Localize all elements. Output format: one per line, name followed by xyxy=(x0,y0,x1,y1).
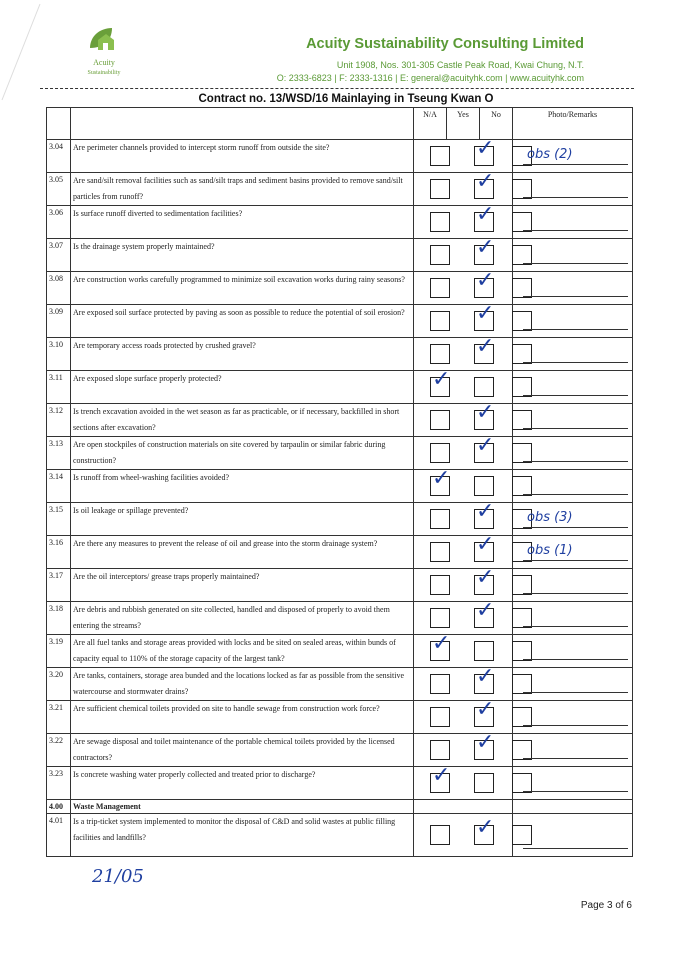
company-name: Acuity Sustainability Consulting Limited xyxy=(306,36,584,52)
checkbox-na[interactable] xyxy=(430,443,450,463)
table-row xyxy=(47,272,633,305)
item-number: 3.16 xyxy=(47,536,71,569)
check-mark-icon: ✓ xyxy=(476,433,495,458)
check-mark-icon: ✓ xyxy=(432,466,451,491)
item-number: 3.04 xyxy=(47,140,71,173)
table-row xyxy=(47,701,633,734)
item-question: Are debris and rubbish generated on site collected, handled and disposed of properly to avoid them entering the streams? xyxy=(71,602,414,635)
checklist-table xyxy=(46,107,633,857)
checkbox-na[interactable] xyxy=(430,608,450,628)
remark-line xyxy=(523,626,628,627)
remark-line xyxy=(523,197,628,198)
item-question: Are exposed slope surface properly protected? xyxy=(71,371,414,404)
item-number: 3.08 xyxy=(47,272,71,305)
checkbox-na[interactable] xyxy=(430,311,450,331)
checkbox-na[interactable] xyxy=(430,179,450,199)
table-row xyxy=(47,569,633,602)
logo-subtitle: Sustainability xyxy=(87,70,121,76)
item-checkboxes xyxy=(414,814,513,857)
remark-line xyxy=(523,329,628,330)
table-row xyxy=(47,814,633,857)
check-mark-icon: ✓ xyxy=(476,136,495,161)
item-question: Are there any measures to prevent the release of oil and grease into the storm drainage system? xyxy=(71,536,414,569)
handwritten-date: 21/05 xyxy=(92,866,144,887)
item-remarks xyxy=(513,470,633,503)
header-divider xyxy=(40,88,634,89)
item-number: 3.18 xyxy=(47,602,71,635)
checkbox-na[interactable] xyxy=(430,212,450,232)
table-row xyxy=(47,206,633,239)
check-mark-icon: ✓ xyxy=(476,268,495,293)
item-remarks xyxy=(513,404,633,437)
item-number: 3.13 xyxy=(47,437,71,470)
table-row xyxy=(47,767,633,800)
item-question: Are all fuel tanks and storage areas provided with locks and be sited on sealed areas, within bunds of capacity equal to 110% of the storage capacity of the largest tank? xyxy=(71,635,414,668)
check-mark-icon: ✓ xyxy=(476,565,495,590)
header-yes: Yes xyxy=(447,108,480,140)
checkbox-na[interactable] xyxy=(430,509,450,529)
table-row xyxy=(47,404,633,437)
item-number: 3.21 xyxy=(47,701,71,734)
check-mark-icon: ✓ xyxy=(476,697,495,722)
table-row xyxy=(47,239,633,272)
item-question: Is concrete washing water properly collected and treated prior to discharge? xyxy=(71,767,414,800)
item-remarks xyxy=(513,767,633,800)
item-number: 3.09 xyxy=(47,305,71,338)
check-mark-icon: ✓ xyxy=(476,532,495,557)
item-remarks xyxy=(513,814,633,857)
item-question: Are sewage disposal and toilet maintenance of the portable chemical toilets provided by the licensed contractors? xyxy=(71,734,414,767)
check-mark-icon: ✓ xyxy=(432,367,451,392)
item-question: Is oil leakage or spillage prevented? xyxy=(71,503,414,536)
checkbox-na[interactable] xyxy=(430,575,450,595)
item-checkboxes xyxy=(414,367,513,404)
item-remarks xyxy=(513,338,633,371)
remark-line xyxy=(523,395,628,396)
item-question: Are exposed soil surface protected by paving as soon as possible to reduce the potential of soil erosion? xyxy=(71,305,414,338)
item-remarks xyxy=(513,701,633,734)
item-checkboxes xyxy=(414,598,513,635)
item-question: Are tanks, containers, storage area bunded and the locations locked as far as possible from the sensitive watercourse and stormwater drains? xyxy=(71,668,414,701)
checkbox-yes[interactable] xyxy=(474,377,494,397)
item-checkboxes xyxy=(414,565,513,602)
checkbox-na[interactable] xyxy=(430,740,450,760)
item-number: 3.11 xyxy=(47,371,71,404)
table-row xyxy=(47,173,633,206)
table-row xyxy=(47,503,633,536)
item-remarks xyxy=(513,602,633,635)
table-row xyxy=(47,338,633,371)
item-number: 3.14 xyxy=(47,470,71,503)
check-mark-icon: ✓ xyxy=(476,301,495,326)
item-number: 3.17 xyxy=(47,569,71,602)
check-mark-icon: ✓ xyxy=(476,598,495,623)
item-remarks xyxy=(513,536,633,569)
item-remarks xyxy=(513,173,633,206)
table-row xyxy=(47,668,633,701)
page-number: Page 3 of 6 xyxy=(580,900,632,911)
handwritten-remark: obs (2) xyxy=(527,147,573,162)
remark-line xyxy=(523,725,628,726)
item-question: Is runoff from wheel-washing facilities avoided? xyxy=(71,470,414,503)
section-number: 4.00 xyxy=(47,800,71,814)
checkbox-na[interactable] xyxy=(430,674,450,694)
remark-line xyxy=(523,791,628,792)
check-mark-icon: ✓ xyxy=(476,235,495,260)
section-empty xyxy=(414,800,513,814)
checkbox-na[interactable] xyxy=(430,344,450,364)
item-checkboxes xyxy=(414,268,513,305)
item-question: Is surface runoff diverted to sedimentation facilities? xyxy=(71,206,414,239)
section-remarks-empty xyxy=(513,800,633,814)
item-number: 3.10 xyxy=(47,338,71,371)
remark-line xyxy=(523,560,628,561)
remark-line xyxy=(523,362,628,363)
section-row xyxy=(47,800,633,814)
handwritten-remark: obs (1) xyxy=(527,543,573,558)
item-checkboxes xyxy=(414,301,513,338)
remark-line xyxy=(523,692,628,693)
remark-line xyxy=(523,230,628,231)
item-question: Is a trip-ticket system implemented to monitor the disposal of C&D and solid wastes at public filling facilities and landfills? xyxy=(71,814,414,857)
item-remarks xyxy=(513,371,633,404)
item-checkboxes xyxy=(414,631,513,668)
checkbox-na[interactable] xyxy=(430,278,450,298)
remark-line xyxy=(523,494,628,495)
item-checkboxes xyxy=(414,532,513,569)
table-row xyxy=(47,470,633,503)
item-number: 3.22 xyxy=(47,734,71,767)
item-checkboxes xyxy=(414,466,513,503)
item-number: 3.19 xyxy=(47,635,71,668)
table-row xyxy=(47,734,633,767)
item-remarks xyxy=(513,437,633,470)
header-remarks: Photo/Remarks xyxy=(513,108,633,140)
item-checkboxes xyxy=(414,235,513,272)
remark-line xyxy=(523,659,628,660)
remark-line xyxy=(523,263,628,264)
item-remarks xyxy=(513,734,633,767)
item-remarks xyxy=(513,140,633,173)
item-question: Are the oil interceptors/ grease traps properly maintained? xyxy=(71,569,414,602)
checkbox-yes[interactable] xyxy=(474,476,494,496)
item-number: 3.23 xyxy=(47,767,71,800)
check-mark-icon: ✓ xyxy=(476,499,495,524)
checkbox-na[interactable] xyxy=(430,542,450,562)
checkbox-na[interactable] xyxy=(430,146,450,166)
item-checkboxes xyxy=(414,334,513,371)
checkbox-na[interactable] xyxy=(430,245,450,265)
item-question: Are sufficient chemical toilets provided on site to handle sewage from construction work force? xyxy=(71,701,414,734)
handwritten-remark: obs (3) xyxy=(527,510,573,525)
table-row xyxy=(47,635,633,668)
item-question: Are sand/silt removal facilities such as sand/silt traps and sediment basins provided to remove sand/silt particles from runoff? xyxy=(71,173,414,206)
check-mark-icon: ✓ xyxy=(432,631,451,656)
remark-line xyxy=(523,527,628,528)
header-no: No xyxy=(480,108,513,140)
table-row xyxy=(47,437,633,470)
item-number: 3.12 xyxy=(47,404,71,437)
checkbox-yes[interactable] xyxy=(474,773,494,793)
logo-name: Acuity xyxy=(93,58,115,67)
remark-line xyxy=(523,593,628,594)
checkbox-yes[interactable] xyxy=(474,641,494,661)
item-checkboxes xyxy=(414,763,513,800)
remark-line xyxy=(523,428,628,429)
checkbox-na[interactable] xyxy=(430,707,450,727)
item-remarks xyxy=(513,635,633,668)
company-logo xyxy=(74,26,134,86)
table-row xyxy=(47,536,633,569)
remark-line xyxy=(523,296,628,297)
item-remarks xyxy=(513,668,633,701)
item-remarks xyxy=(513,206,633,239)
check-mark-icon: ✓ xyxy=(476,400,495,425)
checkbox-na[interactable] xyxy=(430,410,450,430)
item-checkboxes xyxy=(414,136,513,173)
header-question xyxy=(71,108,414,140)
check-mark-icon: ✓ xyxy=(476,815,495,840)
item-question: Are temporary access roads protected by crushed gravel? xyxy=(71,338,414,371)
item-remarks xyxy=(513,503,633,536)
item-question: Are perimeter channels provided to intercept storm runoff from outside the site? xyxy=(71,140,414,173)
section-title: Waste Management xyxy=(71,800,414,814)
item-remarks xyxy=(513,569,633,602)
remark-line xyxy=(523,758,628,759)
table-row xyxy=(47,140,633,173)
item-checkboxes xyxy=(414,169,513,206)
item-checkboxes xyxy=(414,697,513,734)
item-remarks xyxy=(513,272,633,305)
item-remarks xyxy=(513,305,633,338)
check-mark-icon: ✓ xyxy=(476,730,495,755)
item-checkboxes xyxy=(414,202,513,239)
contract-title: Contract no. 13/WSD/16 Mainlaying in Tseung Kwan O xyxy=(198,93,494,105)
item-checkboxes xyxy=(414,730,513,767)
table-row xyxy=(47,371,633,404)
check-mark-icon: ✓ xyxy=(476,202,495,227)
item-number: 3.06 xyxy=(47,206,71,239)
item-checkboxes xyxy=(414,664,513,701)
item-question: Is the drainage system properly maintained? xyxy=(71,239,414,272)
item-number: 3.15 xyxy=(47,503,71,536)
table-row xyxy=(47,305,633,338)
check-mark-icon: ✓ xyxy=(476,169,495,194)
item-remarks xyxy=(513,239,633,272)
item-checkboxes xyxy=(414,433,513,470)
item-number: 3.05 xyxy=(47,173,71,206)
header-num xyxy=(47,108,71,140)
table-row xyxy=(47,602,633,635)
check-mark-icon: ✓ xyxy=(476,334,495,359)
checkbox-na[interactable] xyxy=(430,825,450,845)
item-question: Are construction works carefully programmed to minimize soil excavation works during rainy seasons? xyxy=(71,272,414,305)
check-mark-icon: ✓ xyxy=(476,664,495,689)
item-checkboxes xyxy=(414,400,513,437)
item-number: 4.01 xyxy=(47,814,71,857)
remark-line xyxy=(523,461,628,462)
remark-line xyxy=(523,164,628,165)
item-question: Are open stockpiles of construction materials on site covered by tarpaulin or similar fabric during construction? xyxy=(71,437,414,470)
leaf-house-icon xyxy=(82,26,126,58)
item-checkboxes xyxy=(414,499,513,536)
check-mark-icon: ✓ xyxy=(432,763,451,788)
company-address-block xyxy=(277,59,584,85)
remark-line xyxy=(523,848,628,849)
item-question: Is trench excavation avoided in the wet season as far as practicable, or if necessary, backfilled in short sections after excavation? xyxy=(71,404,414,437)
company-address: Unit 1908, Nos. 301-305 Castle Peak Road, Kwai Chung, N.T. xyxy=(336,60,584,70)
company-contact: O: 2333-6823 | F: 2333-1316 | E: general@acuityhk.com | www.acuityhk.com xyxy=(276,73,584,83)
item-number: 3.20 xyxy=(47,668,71,701)
header-na: N/A xyxy=(414,108,447,140)
item-number: 3.07 xyxy=(47,239,71,272)
table-header-row xyxy=(47,108,633,140)
